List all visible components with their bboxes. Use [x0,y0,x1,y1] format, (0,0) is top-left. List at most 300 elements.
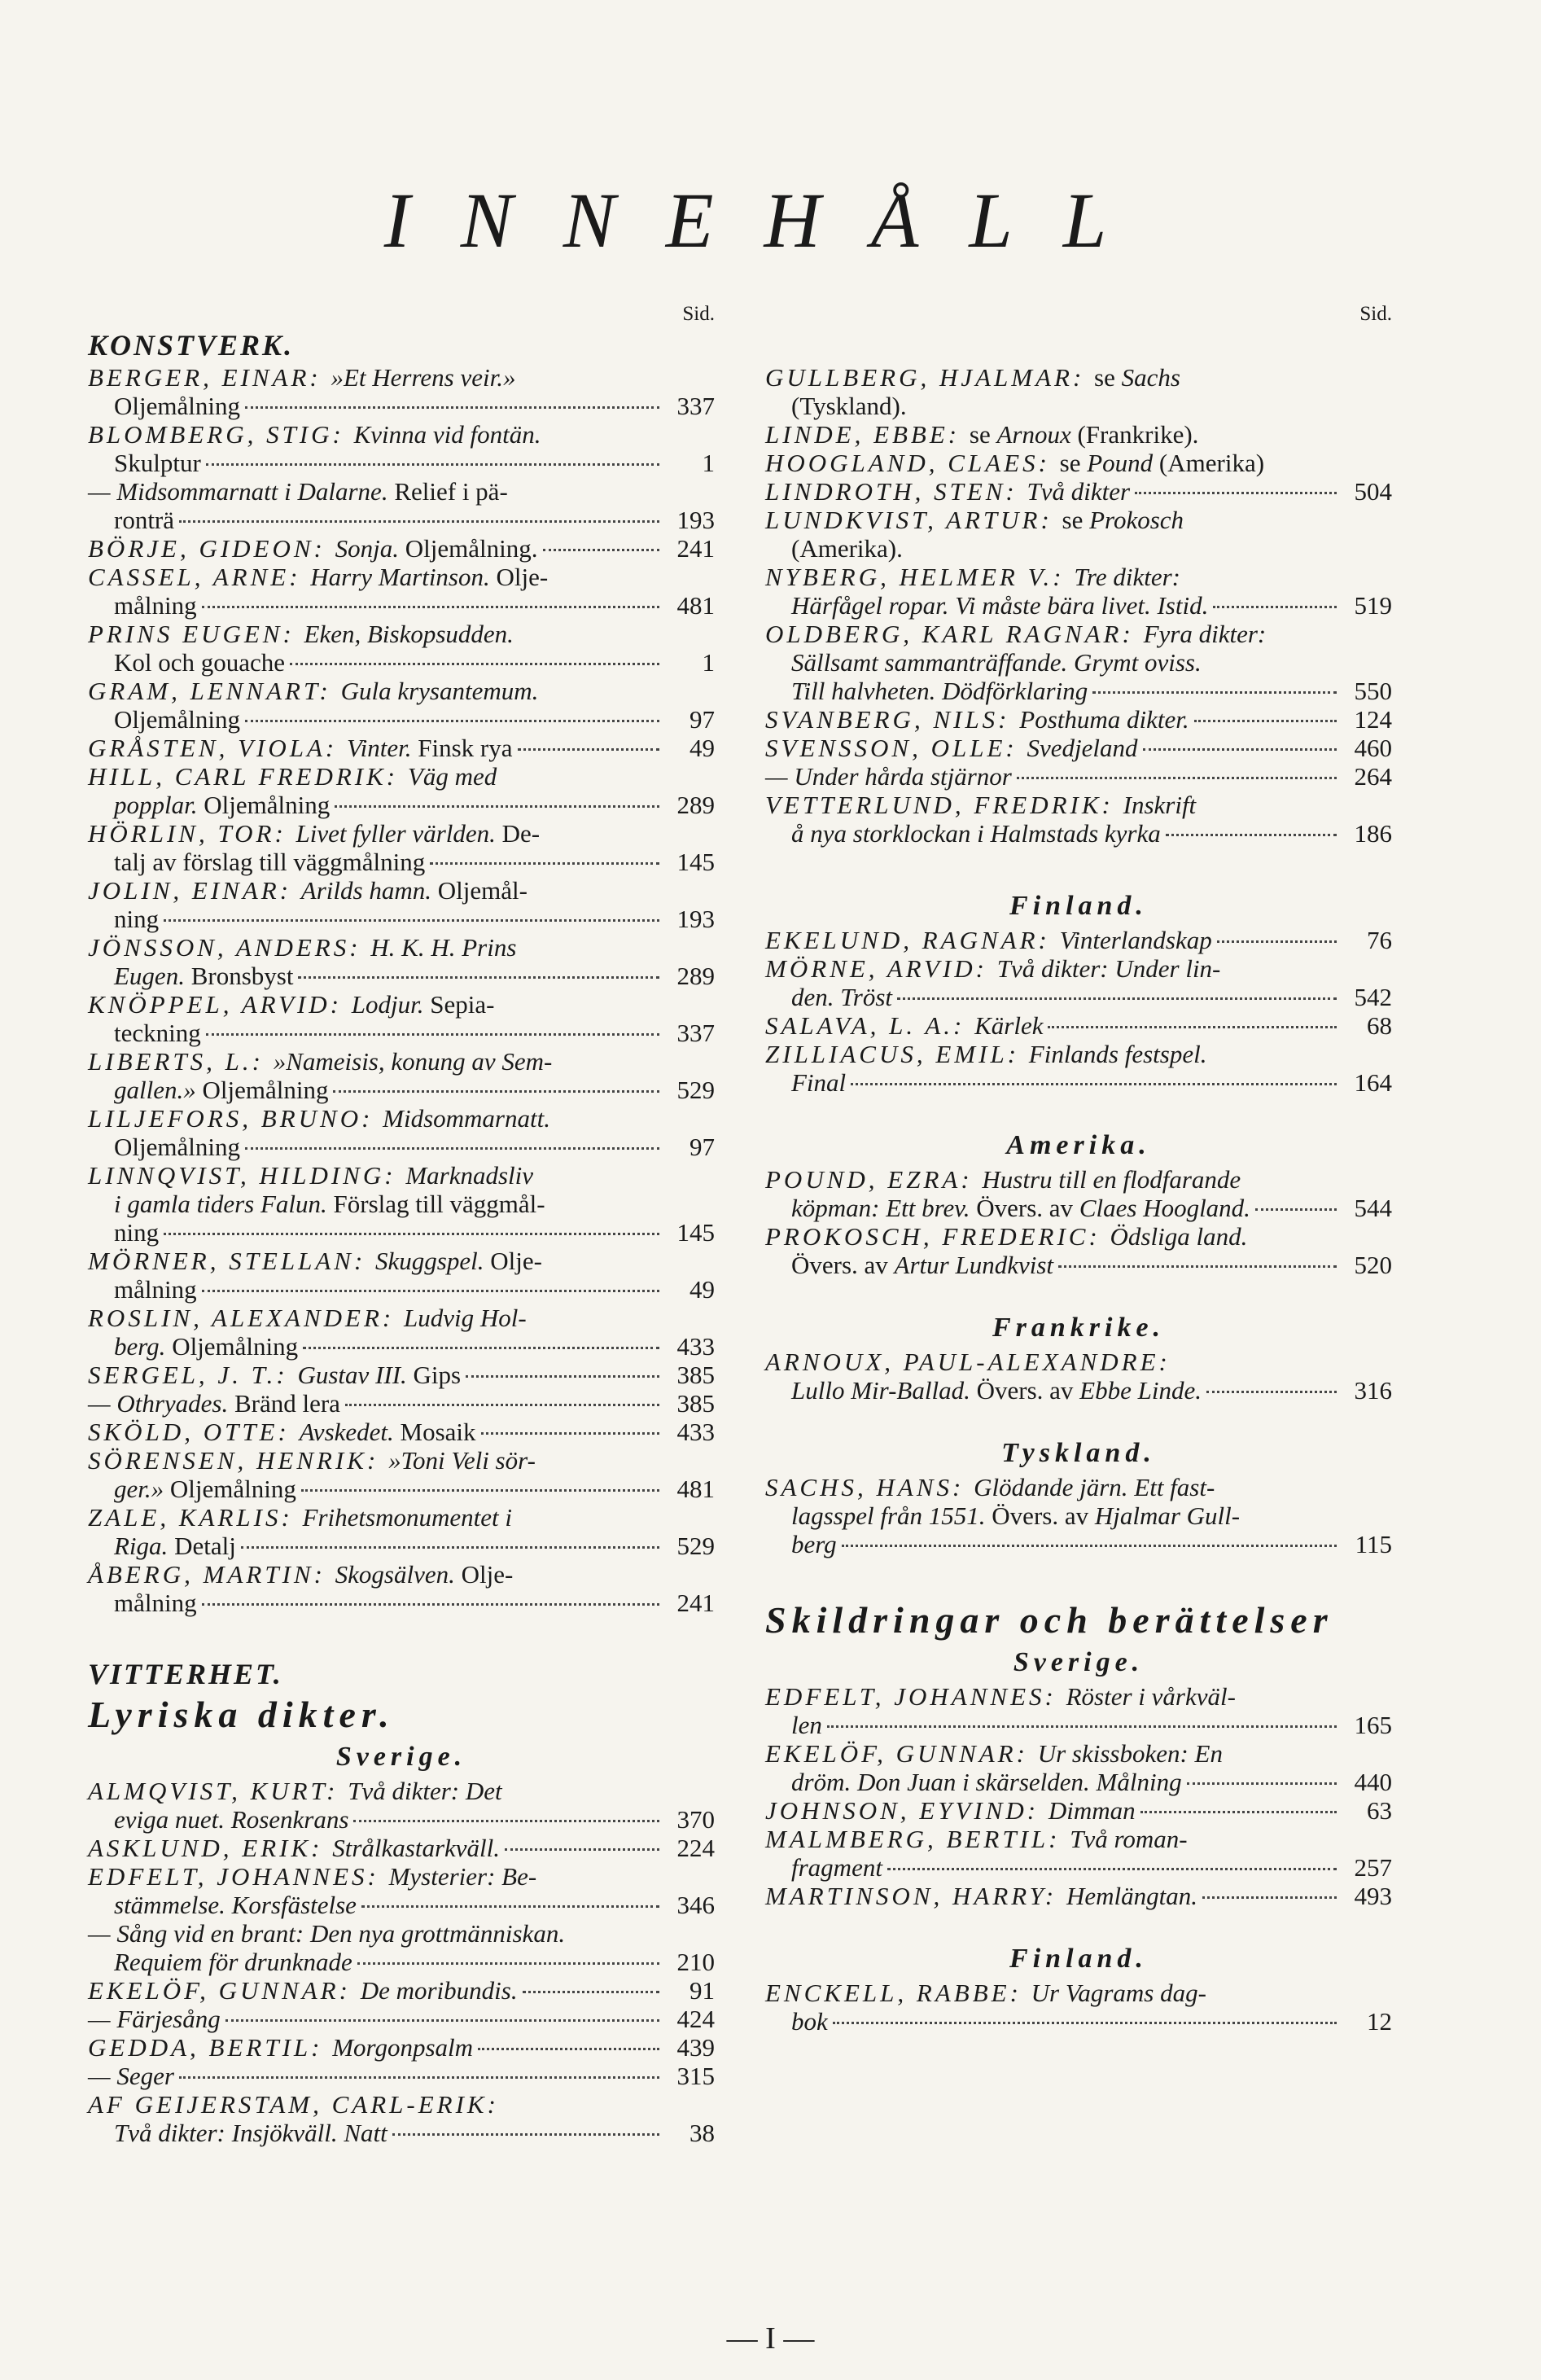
medium-text: se [1059,449,1088,477]
toc-entry-text [765,954,1220,983]
toc-entry [88,2005,715,2033]
work-title: — Seger [88,2062,174,2090]
toc-entry [765,506,1392,563]
work-title: bok [791,2007,828,2036]
work-title: Sonja. [335,534,405,563]
author-name: EKELÖF, GUNNAR: [88,1976,361,2005]
dot-leader [303,1347,659,1349]
toc-entry-text [114,1948,352,1976]
medium-text: ning [114,905,160,933]
toc-entry-line [88,1446,715,1475]
toc-entry-text [765,791,1196,819]
toc-entry-text [791,1768,1182,1796]
medium-text: ning [114,1218,160,1247]
toc-entry-text [765,1682,1236,1711]
author-name: LUNDKVIST, ARTUR: [765,506,1062,534]
toc-entry [765,1825,1392,1882]
work-title: Ödsliga land. [1110,1222,1248,1251]
toc-entry-text [765,1348,1171,1376]
toc-entry-line [765,1011,1392,1040]
toc-entry [88,620,715,677]
toc-entry-text [88,1104,550,1133]
toc-entry [88,819,715,876]
dot-leader [1135,492,1337,494]
toc-entry-line [88,591,715,620]
page-number: 337 [676,1019,715,1047]
toc-entry-text [765,363,1180,392]
toc-entry [765,420,1392,449]
dot-leader [543,549,660,551]
page-number: 68 [1367,1011,1392,1040]
toc-entry-line [765,392,1392,420]
author-name: MALMBERG, BERTIL: [765,1825,1070,1853]
toc-entry-text [114,848,425,876]
author-name: LILJEFORS, BRUNO: [88,1104,383,1133]
work-title: Svedjeland [1027,734,1138,762]
page-number: 520 [1354,1251,1392,1279]
toc-entry-text [88,819,540,848]
medium-text: se [969,420,997,449]
toc-entry-text [88,933,516,962]
toc-entry-line [765,363,1392,392]
toc-entry-line [88,990,715,1019]
toc-entry-text [791,648,1202,677]
toc-entry [765,954,1392,1011]
toc-entry-text [765,705,1189,734]
toc-entry-text [114,1332,298,1361]
page-number: 210 [676,1948,715,1976]
medium-text: (Frankrike). [1077,420,1199,449]
toc-entry-line [765,926,1392,954]
toc-entry-line [765,563,1392,591]
page-number: 49 [690,734,715,762]
toc-entry-text [765,1222,1247,1251]
page-number: 460 [1354,734,1392,762]
toc-entry-text [114,648,285,677]
toc-entry [765,1348,1392,1405]
medium-text: Mosaik [400,1418,476,1446]
work-title: Finlands festspel. [1028,1040,1207,1068]
dot-leader [361,1905,659,1908]
work-title: Tre dikter: [1074,563,1180,591]
toc-entry-text [114,591,197,620]
left-column [88,301,715,2147]
lyriska-sverige-list [88,1777,715,2147]
toc-entry-line [88,1275,715,1304]
toc-entry-text [88,477,508,506]
author-name: SACHS, HANS: [765,1473,974,1501]
page-number: 97 [690,705,715,734]
medium-text: Kol och gouache [114,648,286,677]
author-name: ZILLIACUS, EMIL: [765,1040,1029,1068]
medium-text: Sepia- [430,990,495,1019]
toc-entry-line [88,1560,715,1589]
toc-entry-line [88,762,715,791]
work-title: Marknadsliv [405,1161,534,1190]
toc-entry [88,677,715,734]
toc-entry-line [765,1501,1392,1530]
work-title: Eken, Biskopsudden. [304,620,514,648]
dot-leader [481,1432,659,1435]
author-name: ENCKELL, RABBE: [765,1979,1031,2007]
author-name: LINDROTH, STEN: [765,477,1027,506]
work-title: eviga nuet. Rosenkrans [114,1805,349,1834]
work-title: Härfågel ropar. Vi måste bära livet. Istid. [791,591,1209,620]
toc-entry [765,1473,1392,1558]
right-column [765,301,1392,2036]
toc-entry-line [765,1682,1392,1711]
author-name: SVANBERG, NILS: [765,705,1020,734]
author-name: ASKLUND, ERIK: [88,1834,333,1862]
medium-text: Skulptur [114,449,201,477]
toc-entry [765,1682,1392,1739]
toc-entry-text [114,1133,240,1161]
dot-leader [179,2076,659,2079]
toc-entry-line [765,506,1392,534]
subsection-heading-tyskland: Tyskland. [1001,1438,1156,1468]
work-title: Två dikter [1027,477,1131,506]
toc-entry-text [114,1019,201,1047]
dot-leader [887,1868,1337,1870]
toc-entry-line [765,1348,1392,1376]
toc-entry-text [765,1979,1206,2007]
work-title: Gustav III. [297,1361,414,1389]
konstverk-list [88,363,715,1617]
section-heading-konstverk: KONSTVERK. [88,329,295,362]
toc-entry-text [791,1068,846,1097]
toc-entry-text [765,620,1266,648]
page-number: 241 [676,1589,715,1617]
toc-entry [88,734,715,762]
toc-entry-text [114,1218,159,1247]
medium-text: Bränd lera [234,1389,340,1418]
work-title: Dimman [1048,1796,1136,1825]
work-title: Arilds hamn. [300,876,438,905]
dot-leader [1143,748,1337,751]
author-name: ARNOUX, PAUL-ALEXANDRE: [765,1348,1171,1376]
toc-entry-text [114,1805,348,1834]
work-title: Ludvig Hol- [404,1304,527,1332]
work-title: Två roman- [1070,1825,1188,1853]
toc-entry-line [88,705,715,734]
page-number: 224 [676,1834,715,1862]
page-column-label: Sid. [682,303,715,325]
toc-entry-text [791,1194,1250,1222]
toc-entry-text [114,2119,387,2147]
page-number: 544 [1354,1194,1392,1222]
toc-entry-text [765,1825,1188,1853]
toc-entry [765,926,1392,954]
author-name: AF GEIJERSTAM, CARL-ERIK: [88,2090,499,2119]
dot-leader [202,1603,659,1606]
work-title: Fyra dikter: [1143,620,1267,648]
work-title: lagsspel från 1551. [791,1501,992,1530]
author-name: MARTINSON, HARRY: [765,1882,1066,1910]
page-number: 124 [1354,705,1392,734]
work-title: Final [791,1068,847,1097]
toc-entry-text [765,1796,1136,1825]
toc-entry-line [88,2005,715,2033]
toc-entry-line [765,1222,1392,1251]
toc-entry-text [88,420,541,449]
dot-leader [353,1820,659,1822]
toc-entry-text [765,449,1264,477]
toc-entry-line [765,1796,1392,1825]
work-title: Claes Hoogland. [1079,1194,1250,1222]
skildringar-sverige-list [765,1682,1392,1910]
work-title: Mysterier: Be- [388,1862,537,1891]
work-title: berg. [114,1332,173,1361]
toc-entry-text [114,905,159,933]
toc-entry-line [88,1976,715,2005]
toc-entry-line [88,392,715,420]
toc-entry-line [88,677,715,705]
section-heading-lyriska-dikter: Lyriska dikter. [88,1694,395,1735]
toc-entry-text [114,1589,197,1617]
toc-entry-line [765,677,1392,705]
work-title: Arnoux [996,420,1078,449]
toc-entry-line [88,819,715,848]
toc-entry [88,1161,715,1247]
work-title: dröm. Don Juan i skärselden. Målning [791,1768,1182,1796]
work-title: Pound [1087,449,1159,477]
toc-entry-text [765,1040,1206,1068]
work-title: Eugen. [114,962,191,990]
medium-text: Övers. av [976,1194,1079,1222]
page-number: 1 [702,449,715,477]
toc-entry [765,363,1392,420]
toc-entry-text [114,962,293,990]
toc-entry-text [88,2062,174,2090]
subsection-heading-finland-2: Finland. [1009,1944,1148,1974]
medium-text: Finsk rya [418,734,513,762]
toc-entry-text [88,1418,476,1446]
author-name: JOLIN, EINAR: [88,876,301,905]
page-title: INNEHÅLL [383,177,1158,264]
toc-entry-line [765,954,1392,983]
author-name: VETTERLUND, FREDRIK: [765,791,1123,819]
page-number: 289 [676,962,715,990]
toc-entry [88,534,715,563]
page-number: 346 [676,1891,715,1919]
toc-entry-line [88,1503,715,1532]
work-title: Till halvheten. Dödförklaring [791,677,1088,705]
medium-text: målning [114,591,197,620]
toc-entry-text [765,1882,1197,1910]
medium-text: Detalj [174,1532,236,1560]
toc-entry-text [791,1376,1202,1405]
toc-entry-text [765,734,1138,762]
toc-entry-line [765,762,1392,791]
page-number: 164 [1354,1068,1392,1097]
page-number: 529 [676,1076,715,1104]
toc-entry [88,1503,715,1560]
medium-text: se [1062,506,1090,534]
toc-entry-text [88,620,514,648]
medium-text: Oljemålning [169,1475,296,1503]
subsection-heading-frankrike: Frankrike. [992,1313,1166,1343]
toc-entry-line [88,1047,715,1076]
toc-entry [765,734,1392,762]
toc-entry [88,420,715,477]
toc-entry-line [765,477,1392,506]
author-name: LINNQVIST, HILDING: [88,1161,406,1190]
toc-entry-line [88,1133,715,1161]
toc-entry-text [765,1165,1241,1194]
work-title: — Midsommarnatt i Dalarne. [88,477,395,506]
toc-entry-text [114,1891,357,1919]
toc-entry [765,1222,1392,1279]
toc-entry-text [791,1711,822,1739]
toc-entry [88,1418,715,1446]
work-title: Två dikter: Under lin- [996,954,1221,983]
dot-leader [1206,1391,1337,1393]
finland-list [765,926,1392,1097]
toc-entry-text [765,1473,1215,1501]
toc-entry-text [114,392,240,420]
dot-leader [357,1962,659,1965]
toc-entry-line [88,1834,715,1862]
page-number: 12 [1367,2007,1392,2036]
toc-entry-line [88,449,715,477]
medium-text: teckning [114,1019,201,1047]
dot-leader [827,1725,1337,1728]
page-number: 115 [1355,1530,1392,1558]
dot-leader [523,1991,659,1993]
toc-entry-line [765,648,1392,677]
page-number: 165 [1354,1711,1392,1739]
toc-entry-line [765,1473,1392,1501]
work-title: — Sång vid en brant: Den nya grottmänniskan. [88,1919,566,1948]
toc-entry-line [88,563,715,591]
toc-entry [88,1862,715,1919]
work-title: Inskrift [1123,791,1197,819]
medium-text: Oljemålning [114,1133,240,1161]
toc-entry [88,1777,715,1834]
page-number: 193 [676,506,715,534]
page-column-label: Sid. [1359,303,1392,325]
toc-entry-text [88,534,538,563]
medium-text: (Tyskland). [791,392,907,420]
dot-leader [1255,1208,1337,1211]
toc-entry [88,876,715,933]
author-name: BLOMBERG, STIG: [88,420,354,449]
work-title: len [791,1711,822,1739]
work-title: H. K. H. Prins [370,933,517,962]
toc-entry-line [88,876,715,905]
dot-leader [842,1545,1337,1547]
author-name: GEDDA, BERTIL: [88,2033,333,2062]
toc-entry-line [88,791,715,819]
medium-text: målning [114,1275,197,1304]
work-title: i gamla tiders Falun. [114,1190,334,1218]
author-name: EDFELT, JOHANNES: [765,1682,1066,1711]
author-name: EKELUND, RAGNAR: [765,926,1060,954]
dot-leader [290,663,659,665]
lyriska-sverige-cont-list [765,363,1392,848]
author-name: SALAVA, L. A.: [765,1011,975,1040]
toc-entry-line [88,534,715,563]
page-number: 433 [676,1332,715,1361]
work-title: Kvinna vid fontän. [353,420,541,449]
author-name: GRAM, LENNART: [88,677,341,705]
toc-entry-text [114,791,330,819]
toc-entry-line [765,1040,1392,1068]
author-name: HILL, CARL FREDRIK: [88,762,408,791]
toc-entry-text [791,1530,837,1558]
dot-leader [345,1404,659,1406]
work-title: Hemlängtan. [1066,1882,1197,1910]
medium-text: Relief i pä- [394,477,508,506]
author-name: ÅBERG, MARTIN: [88,1560,335,1589]
work-title: Ebbe Linde. [1079,1376,1202,1405]
toc-entry-text [88,1161,533,1190]
author-name: NYBERG, HELMER V.: [765,563,1075,591]
toc-entry-line [88,1919,715,1948]
page-number: 529 [676,1532,715,1560]
toc-entry-text [88,677,538,705]
page-number: 424 [676,2005,715,2033]
page-number: 504 [1354,477,1392,506]
author-name: SKÖLD, OTTE: [88,1418,300,1446]
dot-leader [851,1083,1337,1085]
page-number: 439 [676,2033,715,2062]
toc-entry [765,791,1392,848]
page-number: 519 [1354,591,1392,620]
toc-entry [88,563,715,620]
work-title: Röster i vårkväl- [1066,1682,1236,1711]
toc-entry [765,563,1392,620]
section-heading-skildringar: Skildringar och berättelser [765,1599,1333,1641]
page-number: 440 [1354,1768,1392,1796]
toc-entry-text [114,1275,197,1304]
dot-leader [164,1233,659,1235]
toc-entry-text [791,1251,1053,1279]
toc-entry [88,1560,715,1617]
toc-entry [88,2062,715,2090]
work-title: Midsommarnatt. [383,1104,550,1133]
work-title: »Et Herrens veir.» [331,363,516,392]
author-name: ZALE, KARLIS: [88,1503,303,1532]
subsection-heading-sverige-2: Sverige. [1013,1647,1145,1677]
page-number: 186 [1354,819,1392,848]
dot-leader [1048,1026,1337,1028]
author-name: SÖRENSEN, HENRIK: [88,1446,389,1475]
toc-entry-line [88,1304,715,1332]
toc-entry-line [765,1194,1392,1222]
medium-text: Förslag till väggmål- [333,1190,545,1218]
toc-entry [765,1882,1392,1910]
toc-entry-line [88,933,715,962]
dot-leader [245,406,659,409]
toc-entry-text [791,1853,882,1882]
author-name: MÖRNER, STELLAN: [88,1247,376,1275]
toc-entry-line [765,1768,1392,1796]
page-number-footer: — I — [726,2321,815,2356]
toc-entry-text [765,506,1184,534]
toc-entry-line [88,848,715,876]
dot-leader [466,1375,659,1378]
toc-entry-line [765,819,1392,848]
toc-entry-line [88,1948,715,1976]
author-name: OLDBERG, KARL RAGNAR: [765,620,1144,648]
toc-entry-text [791,591,1208,620]
page-number: 289 [676,791,715,819]
medium-text: Oljemålning. [405,534,538,563]
toc-entry [88,933,715,990]
page-number: 481 [676,1475,715,1503]
page-number: 38 [690,2119,715,2147]
